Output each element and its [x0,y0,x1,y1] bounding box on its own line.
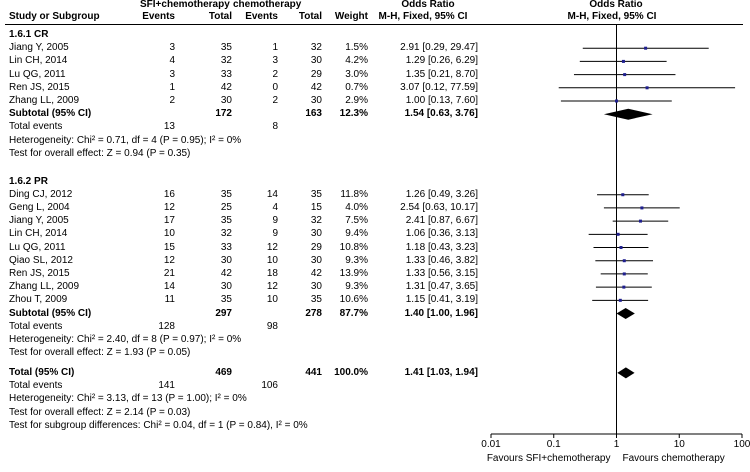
group1-header: SFI+chemotherapy [140,0,230,10]
total-2: 29 [310,241,322,253]
ci-text: 2.54 [0.63, 10.17] [400,201,478,213]
events-2: 18 [266,267,278,279]
total-events-1: 128 [158,320,175,332]
point-estimate [623,259,626,262]
total-1: 30 [220,95,232,106]
total-1: 35 [220,188,232,200]
ci-text: 1.18 [0.43, 3.23] [405,241,478,253]
study-name: Lu QG, 2011 [9,241,66,253]
total-2: 42 [310,81,322,93]
overall-total-events-label: Total events [9,380,63,392]
events-2: 9 [272,228,278,240]
weight: 3.0% [345,68,368,80]
point-estimate [640,206,643,209]
x-tick-label: 100 [733,439,750,450]
total-2: 35 [310,188,322,200]
overall-effect-text: Test for overall effect: Z = 1.93 (P = 0.05) [9,347,191,359]
x-tick-label: 0.01 [481,439,501,450]
total-events-label: Total events [9,121,63,133]
ci-text: 2.91 [0.29, 29.47] [400,42,478,54]
events-2: 3 [272,55,278,67]
overall-total-events-1: 141 [158,380,175,392]
subtotal-weight: 12.3% [339,108,368,120]
x-tick-label: 0.1 [546,439,561,450]
total-label: Total (95% CI) [9,366,75,378]
total-total-1: 469 [215,366,232,378]
study-name: Jiang Y, 2005 [9,215,69,227]
study-name: Geng L, 2004 [9,201,70,213]
subgroup-differences-text: Test for subgroup differences: Chi² = 0.04, df = 1 (P = 0.84), I² = 0% [9,419,308,431]
subtotal-ci: 1.54 [0.63, 3.76] [404,108,478,120]
subtotal-label: Subtotal (95% CI) [9,307,92,319]
odds-ratio-plot-header: Odds Ratio [589,0,643,10]
point-estimate [615,100,618,103]
events-1: 1 [169,81,175,93]
total-2: 30 [310,281,322,293]
subtotal-weight: 87.7% [339,307,368,319]
total-2: 35 [310,294,322,306]
point-estimate [646,86,649,89]
total-total-2: 441 [305,366,322,378]
events-1: 2 [169,95,175,106]
subtotal-total-1: 297 [215,307,232,319]
weight: 4.2% [345,55,368,67]
subtotal-total-2: 278 [305,307,322,319]
subtotal-total-1: 172 [215,108,232,120]
study-name: Zhang LL, 2009 [9,95,80,106]
study-name: Ren JS, 2015 [9,267,70,279]
events-1: 15 [163,241,175,253]
events-1: 16 [163,188,175,200]
weight: 9.4% [345,228,368,240]
events-1: 3 [169,68,175,80]
total-1: 33 [220,241,232,253]
point-estimate [621,193,624,196]
events-2: 10 [266,294,278,306]
weight: 1.5% [345,42,368,54]
events-1: 3 [169,42,175,54]
total-2: 32 [310,215,322,227]
total-1: 42 [220,267,232,279]
events-1: 14 [163,281,175,293]
study-name: Lin CH, 2014 [9,228,68,240]
point-estimate [622,60,625,63]
ci-text: 1.26 [0.49, 3.26] [405,188,478,200]
summary-diamond [604,109,653,120]
odds-ratio-plot-method: M-H, Fixed, 95% CI [567,11,657,22]
total-ci: 1.41 [1.03, 1.94] [404,366,478,378]
point-estimate [619,299,622,302]
point-estimate [639,220,642,223]
events-2: 0 [272,81,278,93]
ci-text: 1.31 [0.47, 3.65] [405,281,478,293]
point-estimate [623,73,626,76]
total-1: 32 [220,228,232,240]
events-1: 12 [163,254,175,266]
total-1: 30 [220,281,232,293]
total-1: 25 [220,201,232,213]
overall-effect-text: Test for overall effect: Z = 0.94 (P = 0.35) [9,147,191,159]
col-events-1: Events [142,11,175,22]
study-name: Zhou T, 2009 [9,294,68,306]
ci-text: 1.15 [0.41, 3.19] [405,294,478,306]
favours-left-label: Favours SFI+chemotherapy [486,453,611,464]
x-tick-label: 10 [673,439,685,450]
total-1: 30 [220,254,232,266]
col-total-2: Total [298,11,322,22]
events-2: 9 [272,215,278,227]
point-estimate [623,272,626,275]
total-1: 33 [220,68,232,80]
ci-text: 1.00 [0.13, 7.60] [405,95,478,106]
subtotal-label: Subtotal (95% CI) [9,108,92,120]
events-2: 1 [272,42,278,54]
total-1: 35 [220,215,232,227]
overall-effect-total-text: Test for overall effect: Z = 2.14 (P = 0.03) [9,406,191,418]
total-events-2: 98 [266,320,278,332]
ci-text: 1.29 [0.26, 6.29] [405,55,478,67]
total-2: 30 [310,55,322,67]
weight: 10.6% [339,294,368,306]
subtotal-total-2: 163 [305,108,322,120]
total-events-1: 13 [163,121,175,133]
events-1: 21 [163,267,175,279]
summary-diamond [617,308,635,319]
subgroup-title: 1.6.2 PR [9,175,48,187]
study-name: Lin CH, 2014 [9,55,68,67]
events-2: 2 [272,95,278,106]
ci-text: 2.41 [0.87, 6.67] [405,215,478,227]
events-1: 17 [163,215,175,227]
events-2: 12 [266,281,278,293]
col-study: Study or Subgroup [9,11,100,22]
study-name: Qiao SL, 2012 [9,254,73,266]
events-2: 14 [266,188,278,200]
total-2: 32 [310,42,322,54]
events-2: 10 [266,254,278,266]
odds-ratio-method: M-H, Fixed, 95% CI [378,11,468,22]
heterogeneity-text: Heterogeneity: Chi² = 0.71, df = 4 (P = 0.95); I² = 0% [9,134,242,146]
total-2: 42 [310,267,322,279]
events-2: 12 [266,241,278,253]
odds-ratio-header: Odds Ratio [401,0,455,10]
overall-heterogeneity-text: Heterogeneity: Chi² = 3.13, df = 13 (P = 1.00); I² = 0% [9,393,247,405]
study-name: Ren JS, 2015 [9,81,70,93]
total-1: 35 [220,294,232,306]
ci-text: 1.33 [0.56, 3.15] [405,267,478,279]
events-1: 11 [164,294,175,306]
subgroup-title: 1.6.1 CR [9,29,49,40]
total-2: 30 [310,95,322,106]
events-1: 10 [163,228,175,240]
group2-header: chemotherapy [233,0,302,10]
study-name: Lu QG, 2011 [9,68,66,80]
study-name: Zhang LL, 2009 [9,281,80,293]
overall-total-events-2: 106 [261,380,278,392]
ci-text: 3.07 [0.12, 77.59] [400,81,478,93]
total-weight: 100.0% [334,366,368,378]
weight: 0.7% [345,81,368,93]
events-2: 2 [272,68,278,80]
total-events-label: Total events [9,320,63,332]
ci-text: 1.06 [0.36, 3.13] [405,228,478,240]
weight: 11.8% [340,188,368,200]
summary-diamond [617,367,634,378]
events-1: 4 [169,55,175,67]
weight: 9.3% [345,254,368,266]
total-events-2: 8 [272,121,278,133]
weight: 2.9% [345,95,368,106]
subtotal-ci: 1.40 [1.00, 1.96] [404,307,478,319]
point-estimate [620,246,623,249]
weight: 7.5% [345,215,368,227]
events-2: 4 [272,201,278,213]
total-2: 30 [310,254,322,266]
total-2: 29 [310,68,322,80]
col-weight: Weight [334,11,368,22]
col-events-2: Events [245,11,278,22]
point-estimate [617,233,620,236]
weight: 9.3% [345,281,368,293]
events-1: 12 [163,201,175,213]
ci-text: 1.33 [0.46, 3.82] [405,254,478,266]
point-estimate [644,47,647,50]
total-1: 42 [220,81,232,93]
total-2: 15 [310,201,322,213]
point-estimate [622,286,625,289]
weight: 10.8% [339,241,368,253]
weight: 13.9% [339,267,368,279]
ci-text: 1.35 [0.21, 8.70] [405,68,478,80]
total-2: 30 [310,228,322,240]
study-name: Jiang Y, 2005 [9,42,69,54]
weight: 4.0% [345,201,368,213]
heterogeneity-text: Heterogeneity: Chi² = 2.40, df = 8 (P = 0.97); I² = 0% [9,333,242,345]
study-name: Ding CJ, 2012 [9,188,73,200]
x-tick-label: 1 [613,439,620,450]
total-1: 32 [220,55,232,67]
total-1: 35 [220,42,232,54]
col-total-1: Total [208,11,232,22]
favours-right-label: Favours chemotherapy [622,453,725,464]
